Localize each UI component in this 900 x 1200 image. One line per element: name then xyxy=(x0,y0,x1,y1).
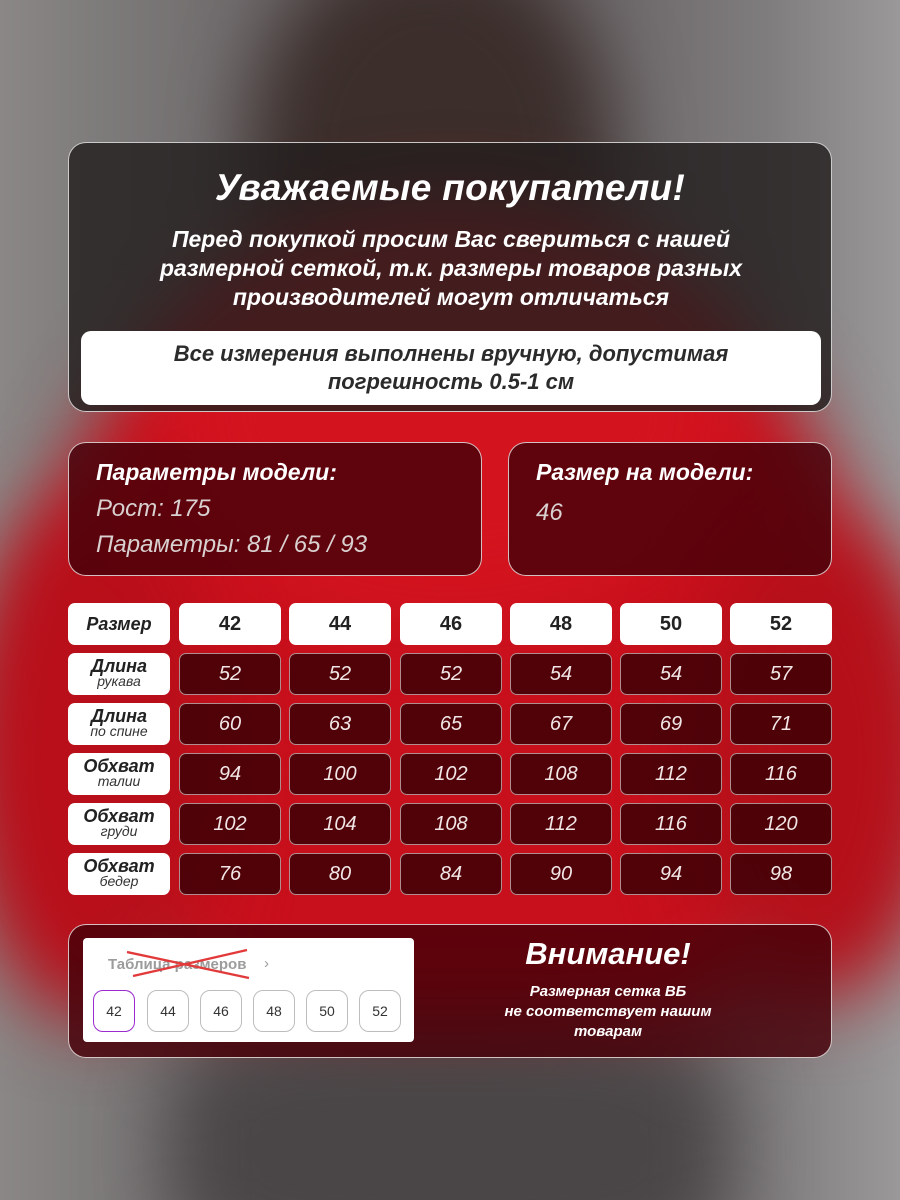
model-parameters-title: Параметры модели: xyxy=(96,459,337,485)
model-parameters-panel xyxy=(68,442,482,576)
measurement-value-cell: 116 xyxy=(730,753,832,795)
attention-text-line: товарам xyxy=(573,1023,643,1040)
attention-text xyxy=(478,982,738,1042)
notice-intro xyxy=(109,225,793,312)
measurement-value-cell: 94 xyxy=(179,753,281,795)
chevron-right-icon: › xyxy=(264,955,269,972)
size-header-cell: 42 xyxy=(179,603,281,645)
measurement-subname: груди xyxy=(100,823,138,839)
measurement-name: Обхват xyxy=(83,806,155,826)
model-height: Рост: 175 xyxy=(96,495,211,522)
measurement-name: Обхват xyxy=(83,756,155,776)
measurement-subname: бедер xyxy=(99,873,139,889)
measurement-value-cell: 112 xyxy=(510,803,612,845)
measurement-value-cell: 102 xyxy=(179,803,281,845)
attention-text-line: Размерная сетка ВБ xyxy=(529,983,687,1000)
measurement-row-label xyxy=(68,853,170,895)
measurement-value-cell: 108 xyxy=(510,753,612,795)
measurement-value-cell: 60 xyxy=(179,703,281,745)
measurement-value-cell: 102 xyxy=(400,753,502,795)
measurement-value-cell: 116 xyxy=(620,803,722,845)
measurement-value-cell: 52 xyxy=(179,653,281,695)
notice-intro-line: Перед покупкой просим Вас свериться с нашей xyxy=(171,226,731,252)
wb-size-option[interactable]: 52 xyxy=(359,990,401,1032)
measurement-value-cell: 120 xyxy=(730,803,832,845)
measurement-value-cell: 65 xyxy=(400,703,502,745)
measurement-value-cell: 57 xyxy=(730,653,832,695)
model-size-value: 46 xyxy=(536,499,563,526)
wb-size-widget-title: Таблица размеров xyxy=(108,956,247,973)
model-size-title: Размер на модели: xyxy=(536,459,754,485)
measurement-value-cell: 67 xyxy=(510,703,612,745)
measurement-value-cell: 108 xyxy=(400,803,502,845)
attention-text-line: не соответствует нашим xyxy=(504,1003,712,1020)
measurement-value-cell: 84 xyxy=(400,853,502,895)
measurement-value-cell: 90 xyxy=(510,853,612,895)
wb-size-option[interactable]: 50 xyxy=(306,990,348,1032)
measurement-value-cell: 52 xyxy=(400,653,502,695)
size-header-cell: 48 xyxy=(510,603,612,645)
attention-title: Внимание! xyxy=(525,936,691,971)
cross-out-icon xyxy=(123,946,253,982)
wb-size-option[interactable]: 42 xyxy=(93,990,135,1032)
size-header-label: Размер xyxy=(68,603,170,645)
measurement-value-cell: 76 xyxy=(179,853,281,895)
measurement-note xyxy=(81,331,821,405)
wb-size-widget-example xyxy=(83,938,414,1042)
measurement-value-cell: 98 xyxy=(730,853,832,895)
wb-size-option[interactable]: 44 xyxy=(147,990,189,1032)
measurement-value-cell: 112 xyxy=(620,753,722,795)
measurement-row-label xyxy=(68,753,170,795)
measurement-value-cell: 54 xyxy=(620,653,722,695)
size-header-cell: 50 xyxy=(620,603,722,645)
notice-intro-line: размерной сеткой, т.к. размеры товаров разных xyxy=(159,255,743,281)
measurement-value-cell: 52 xyxy=(289,653,391,695)
measurement-value-cell: 104 xyxy=(289,803,391,845)
measurement-value-cell: 80 xyxy=(289,853,391,895)
size-header-cell: 44 xyxy=(289,603,391,645)
measurement-row-label xyxy=(68,653,170,695)
measurement-subname: талии xyxy=(97,773,141,789)
measurement-name: Длина xyxy=(90,706,148,726)
measurement-value-cell: 94 xyxy=(620,853,722,895)
model-size-panel xyxy=(508,442,832,576)
measurement-value-cell: 54 xyxy=(510,653,612,695)
measurement-value-cell: 71 xyxy=(730,703,832,745)
model-measurements: Параметры: 81 / 65 / 93 xyxy=(96,531,368,558)
measurement-row-label xyxy=(68,703,170,745)
size-header-cell: 52 xyxy=(730,603,832,645)
notice-panel xyxy=(68,142,832,412)
notice-intro-line: производителей могут отличаться xyxy=(232,284,670,310)
measurement-value-cell: 69 xyxy=(620,703,722,745)
measurement-subname: рукава xyxy=(97,673,141,689)
measurement-value-cell: 63 xyxy=(289,703,391,745)
measurement-row-label xyxy=(68,803,170,845)
size-header-cell: 46 xyxy=(400,603,502,645)
wb-size-option[interactable]: 48 xyxy=(253,990,295,1032)
measurement-note-line: погрешность 0.5-1 см xyxy=(327,369,575,394)
measurement-note-line: Все измерения выполнены вручную, допустимая xyxy=(173,341,729,366)
measurement-value-cell: 100 xyxy=(289,753,391,795)
measurement-name: Длина xyxy=(90,656,148,676)
notice-title: Уважаемые покупатели! xyxy=(214,167,686,208)
measurement-subname: по спине xyxy=(90,723,148,739)
wb-size-option[interactable]: 46 xyxy=(200,990,242,1032)
measurement-name: Обхват xyxy=(83,856,155,876)
